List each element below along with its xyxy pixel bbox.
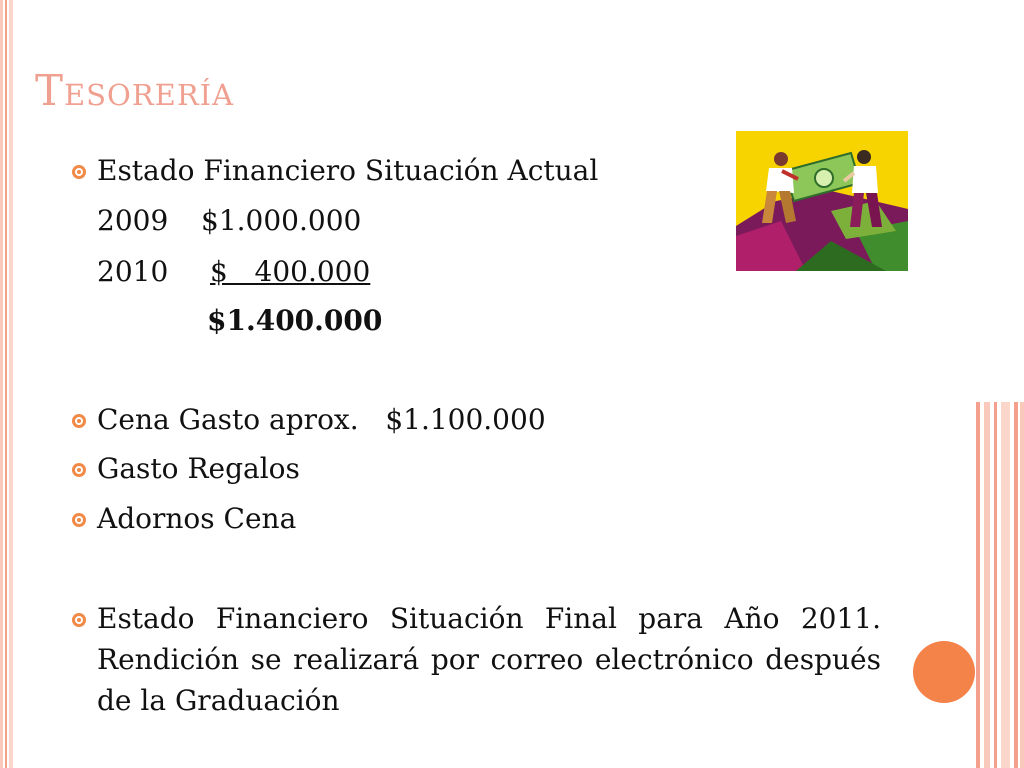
item-dinner-cost: Cena Gasto aprox. $1.100.000 — [97, 403, 546, 436]
left-decor-stripes — [0, 0, 16, 768]
accent-circle — [913, 641, 975, 703]
total-value: $1.400.000 — [207, 304, 383, 337]
amount-value: $1.000.000 — [201, 204, 362, 237]
item-final-status: Estado Financiero Situación Final para Año 2011. Rendición se realizará por correo electrónico después de la Graduación — [97, 602, 881, 717]
bullet-icon — [72, 463, 86, 477]
year-label: 2009 — [97, 204, 169, 237]
item-financial-status: Estado Financiero Situación Actual — [97, 154, 599, 187]
bullet-icon — [72, 613, 86, 627]
bullet-icon — [72, 165, 86, 179]
money-exchange-icon — [736, 131, 908, 271]
bullet-icon — [72, 513, 86, 527]
amount-value: $ 400.000 — [210, 255, 371, 288]
year-label: 2010 — [97, 255, 169, 288]
item-gifts: Gasto Regalos — [97, 452, 300, 485]
item-decorations: Adornos Cena — [97, 502, 297, 535]
bullet-icon — [72, 414, 86, 428]
slide-title: Tesorería — [35, 66, 235, 115]
right-decor-stripes — [976, 402, 1024, 768]
